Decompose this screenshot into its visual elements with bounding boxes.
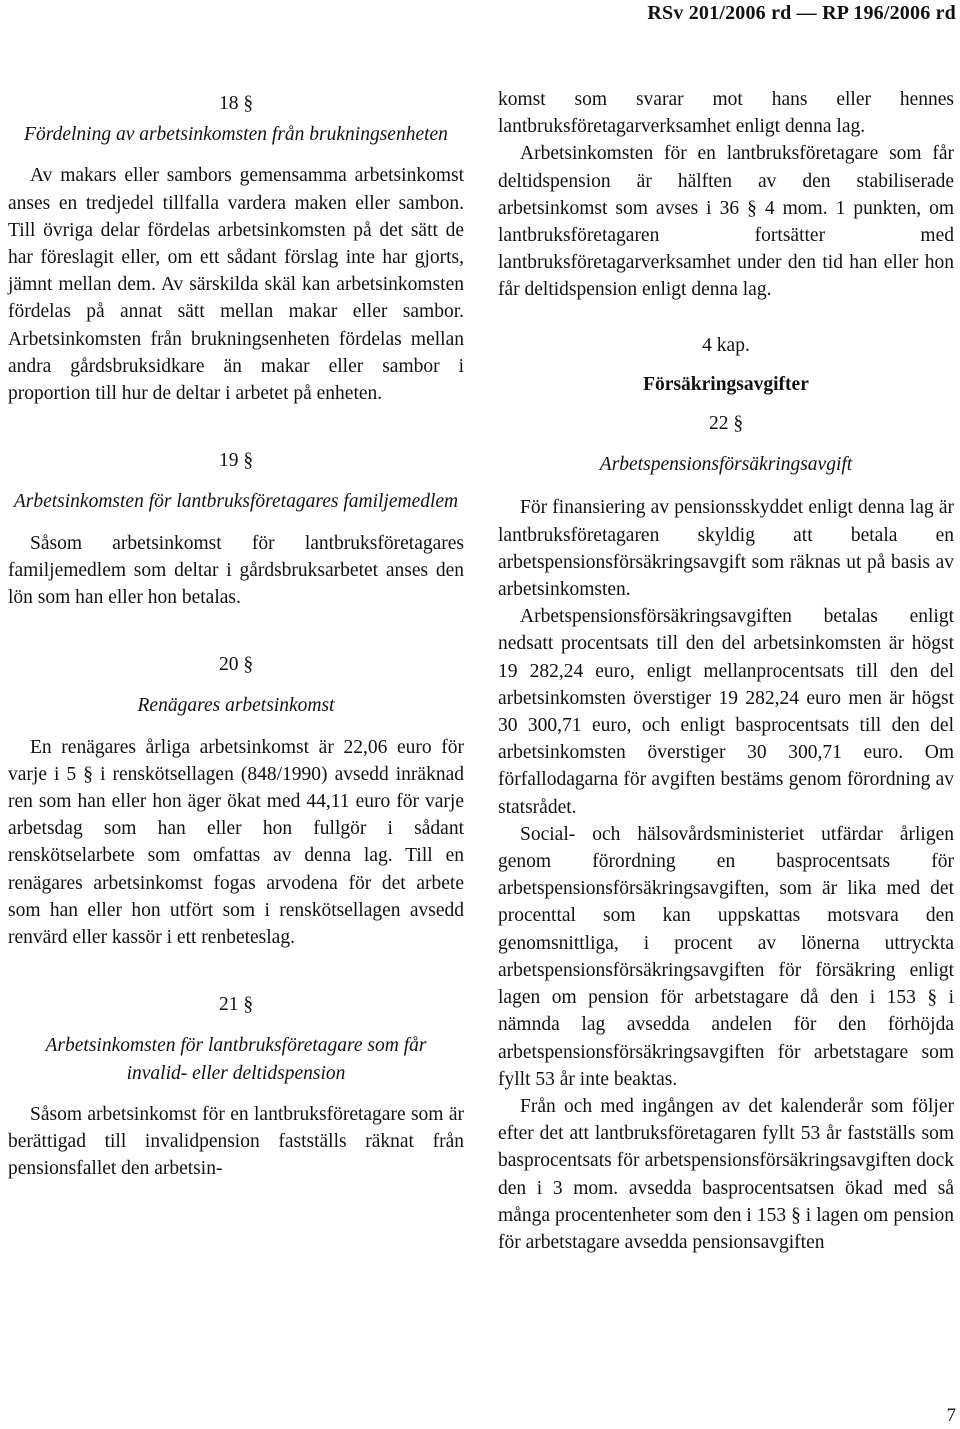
section-20-number: 20 §	[218, 654, 254, 676]
section-18-number: 18 §	[218, 93, 254, 114]
section-21-text: Såsom arbetsinkomst för en lantbruksföretagare som är berättigad till invalidpension fastställs räknat från pensionsfallet den arbetsin-	[8, 1103, 464, 1180]
deltidspension-paragraph: Arbetsinkomsten för en lantbruksföretagare som får deltidspension är hälften av den stabiliserade arbetsinkomst som avses i 36 § 4 mom. 1 punkten, om lantbruksföretagaren fortsätter med lantbruksföretagarverksamhet under den tid han eller hon får deltidspension enligt denna lag.	[498, 143, 954, 301]
right-column	[498, 86, 954, 1256]
section-22-paragraph-4: Från och med ingången av det kalenderår som följer efter det att lantbruksföretagaren fyllt 53 år fastställs som basprocentsats för arbetspensionsförsäkringsavgiften dock den i 3 mom. avsedda basprocentsatsen ökad med så många procentenheter som den i 153 § i lagen om pension för arbetstagare avsedda pensionsavgiften	[498, 1095, 954, 1253]
page-number: 7	[946, 1405, 956, 1426]
running-header: RSv 201/2006 rd — RP 196/2006 rd	[647, 2, 956, 24]
section-22-paragraph-2: Arbetspensionsförsäkringsavgiften betalas enligt nedsatt procentsats till den del arbetsinkomsten är högst 19 282,24 euro, enligt mellanprocentsats till den del arbetsinkomsten överstiger 19 282,24 euro men är högst 30 300,71 euro, och enligt basprocentsats till den del arbetsinkomsten överstiger 30 300,71 euro. Om förfallodagarna för avgiften bestäms genom förordning av statsrådet.	[498, 606, 954, 818]
section-19-text: Såsom arbetsinkomst för lantbruksföretagares familjemedlem som deltar i gårdsbruksarbetet anses den lön som han eller hon betalas.	[8, 532, 464, 609]
section-22-paragraph-3: Social- och hälsovårdsministeriet utfärdar årligen genom förordning en basprocentsats för arbetspensionsförsäkringsavgiften, som är lika med det procenttal som kan uppskattas motsvara den genomsnittliga, i procent av lönerna uttryckta arbetspensionsförsäkringsavgiften för försäkring enligt lagen om pension för arbetstagare då den i 153 § i nämnda lag avsedda andelen för den förhöjda arbetspensionsförsäkringsavgiften för arbetstagare som fyllt 53 år inte beaktas.	[498, 823, 954, 1090]
section-20-title: Renägares arbetsinkomst	[137, 695, 335, 717]
left-column	[8, 86, 464, 1183]
section-21-title: Arbetsinkomsten för lantbruksföretagare som får invalid- eller deltidspension	[45, 1035, 427, 1084]
chapter-title: Försäkringsavgifter	[643, 373, 809, 395]
section-19-number: 19 §	[218, 450, 254, 472]
section-18-text: Av makars eller sambors gemensamma arbetsinkomst anses en tredjedel tillfalla vardera maken eller sambon. Till övriga delar fördelas arbetsinkomsten på det sätt de har föreslagit eller, om ett sådant förslag inte har gjorts, jämnt mellan dem. Av särskilda skäl kan arbetsinkomsten fördelas på annat sätt mellan makar eller sambor. Arbetsinkomsten från brukningsenheten fördelas mellan andra gårdsbruksidkare än makar eller sambor i proportion till hur de deltar i arbetet på enheten.	[8, 165, 464, 405]
section-22-paragraph-1: För finansiering av pensionsskyddet enligt denna lag är lantbruksföretagaren skyldig att betala en arbetspensionsförsäkringsavgift som räknas ut på basis av arbetsinkomsten.	[498, 497, 954, 601]
section-20-text: En renägares årliga arbetsinkomst är 22,06 euro för varje i 5 § i renskötsellagen (848/1990) avsedd inräknad ren som han eller hon äger ökat med 44,11 euro för varje arbetsdag som han eller hon fullgör i sådant renskötselarbete som omfattas av denna lag. Till en renägares arbetsinkomst fogas arvodena för det arbete som han eller hon utfört som i renskötsellagen avsedd renvärd eller kassör i ett renbeteslag.	[8, 736, 464, 949]
section-19-title: Arbetsinkomsten för lantbruksföretagares familjemedlem	[13, 491, 459, 513]
chapter-number: 4 kap.	[702, 334, 750, 356]
section-21-number: 21 §	[218, 994, 254, 1016]
continued-text: komst som svarar mot hans eller hennes lantbruksföretagarverksamhet enligt denna lag.	[498, 89, 954, 138]
section-22-title: Arbetspensionsförsäkringsavgift	[599, 454, 853, 476]
section-22-number: 22 §	[708, 413, 744, 435]
section-18-title: Fördelning av arbetsinkomsten från brukningsenheten	[24, 124, 448, 146]
